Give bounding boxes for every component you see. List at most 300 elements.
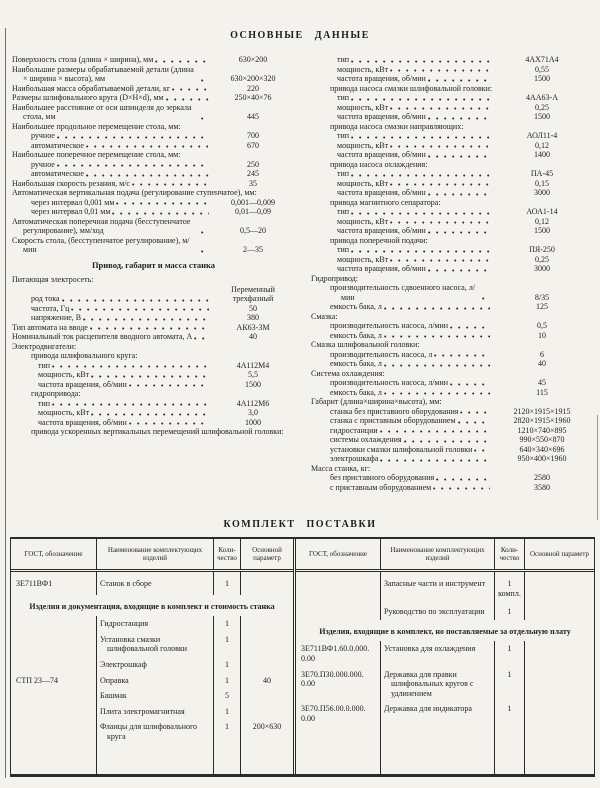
spec-label: станка с приставным оборудованием bbox=[330, 416, 456, 425]
dot-leader bbox=[390, 65, 490, 74]
spec-row bbox=[311, 378, 592, 388]
kit-cell-qty: 1 bbox=[214, 657, 241, 673]
kit-cell-gost: 3Е711ВФ1.60.0.000. 0.00 bbox=[296, 641, 381, 666]
kit-filler-cell bbox=[525, 727, 594, 774]
spec-row bbox=[311, 397, 592, 407]
dot-leader bbox=[57, 132, 209, 141]
kit-cell-name: Гидростанция bbox=[97, 616, 214, 632]
spec-value: 1000 bbox=[245, 417, 261, 427]
kit-cell-qty: 5 bbox=[214, 688, 241, 704]
dot-leader bbox=[57, 160, 209, 169]
spec-label: производительность насоса, л/мин bbox=[330, 321, 449, 330]
spec-row bbox=[12, 408, 295, 418]
kit-cell-name: Державка для индикатора bbox=[381, 701, 495, 726]
kit-cell-param bbox=[241, 657, 293, 673]
spec-value: 0,15 bbox=[535, 178, 549, 188]
spec-label: тип bbox=[337, 55, 350, 64]
dot-leader bbox=[83, 314, 209, 323]
spec-label: ручное bbox=[31, 131, 55, 140]
dot-leader bbox=[380, 426, 490, 435]
spec-value: 5,5 bbox=[248, 370, 258, 379]
kit-filler-cell bbox=[495, 727, 525, 774]
kit-cell-qty: 1 bbox=[214, 673, 241, 689]
dot-leader bbox=[460, 407, 490, 416]
kit-filler-cell bbox=[296, 727, 381, 774]
spec-row bbox=[12, 342, 295, 352]
kit-cell-gost bbox=[11, 632, 97, 657]
kit-section-heading: Изделия и документация, входящие в комплект и стоимость станка bbox=[29, 601, 275, 611]
kit-row bbox=[11, 616, 293, 632]
spec-value: 35 bbox=[249, 178, 257, 188]
kit-cell-name: Установка для охлаждения bbox=[381, 641, 495, 666]
spec-label: частота вращения, об/мин bbox=[38, 417, 127, 427]
spec-label: Наибольшая скорость резания, м/с bbox=[12, 178, 130, 188]
dot-leader bbox=[351, 94, 490, 103]
kit-cell-qty: 1 bbox=[214, 616, 241, 632]
dot-leader bbox=[351, 170, 490, 179]
kit-cell-param bbox=[525, 572, 594, 604]
page-edge-scan-line bbox=[5, 28, 6, 778]
spec-label: Автоматическая вертикальная подача (регулирование ступенчатое), мм: bbox=[12, 188, 257, 197]
dot-leader bbox=[384, 360, 490, 369]
spec-label: Размеры шлифовального круга (D×H×d), мм bbox=[12, 93, 164, 102]
kit-row bbox=[296, 604, 594, 620]
spec-value: 0,001—0,009 bbox=[231, 197, 275, 207]
spec-row bbox=[311, 169, 592, 179]
spec-label: емкость бака, л bbox=[330, 330, 382, 340]
spec-label: частота вращения, об/мин bbox=[337, 264, 426, 273]
spec-section-heading: Привод, габарит и масса станка bbox=[91, 259, 216, 270]
kit-cell-qty: 1 компл. bbox=[495, 572, 525, 604]
spec-row bbox=[311, 122, 592, 132]
spec-label: Автоматическая поперечная подача (бесступенчатое регулирование), мм/ход bbox=[12, 216, 191, 235]
spec-label: тип bbox=[337, 207, 350, 216]
spec-row bbox=[311, 407, 592, 417]
spec-label: частота вращения, об/мин bbox=[38, 379, 127, 389]
kit-cell-param bbox=[241, 688, 293, 704]
dot-leader bbox=[129, 418, 209, 427]
spec-value: 115 bbox=[536, 387, 548, 397]
spec-row bbox=[311, 74, 592, 84]
kit-cell-gost bbox=[11, 616, 97, 632]
spec-label: Наибольшие размеры обрабатываемой детали (длина × ширина × высота), мм bbox=[12, 64, 194, 83]
kit-filler-cell bbox=[381, 727, 495, 774]
spec-value: 700 bbox=[247, 131, 259, 140]
spec-value: АК63-3М bbox=[236, 322, 270, 332]
dot-leader bbox=[436, 474, 490, 483]
spec-label: род тока bbox=[31, 294, 60, 303]
spec-label: частота вращения, об/мин bbox=[337, 188, 426, 197]
spec-row bbox=[311, 416, 592, 426]
dot-leader bbox=[450, 322, 490, 331]
spec-row bbox=[12, 188, 295, 198]
spec-row bbox=[311, 426, 592, 436]
spec-value: 2120×1915×1915 bbox=[513, 406, 571, 416]
spec-row bbox=[12, 93, 295, 103]
dot-leader bbox=[116, 198, 209, 207]
spec-row bbox=[12, 169, 295, 179]
dot-leader bbox=[71, 304, 209, 313]
dot-leader bbox=[91, 371, 209, 380]
kit-cell-param bbox=[525, 641, 594, 666]
kit-row bbox=[11, 657, 293, 673]
spec-label: частота вращения, об/мин bbox=[337, 226, 426, 235]
spec-label: напряжение, В bbox=[31, 313, 82, 322]
spec-label: мощность, кВт bbox=[337, 140, 389, 150]
spec-value: 250 bbox=[247, 159, 259, 169]
spec-value: 3580 bbox=[534, 482, 550, 492]
kit-cell-gost bbox=[296, 572, 381, 604]
spec-value: 1210×740×895 bbox=[517, 425, 567, 435]
spec-row bbox=[12, 160, 295, 170]
page-edge-scan-mark bbox=[597, 415, 598, 520]
dot-leader bbox=[132, 179, 209, 188]
spec-value: ПА-45 bbox=[530, 169, 554, 178]
spec-row bbox=[311, 207, 592, 217]
spec-value: 0,25 bbox=[535, 254, 549, 264]
spec-row bbox=[311, 483, 592, 493]
spec-value: 0,5—20 bbox=[240, 226, 266, 235]
spec-value: 0,5 bbox=[537, 321, 547, 330]
spec-row bbox=[311, 464, 592, 474]
spec-row bbox=[311, 55, 592, 65]
kit-cell-gost: 3Е70.П30.000.000. 0.00 bbox=[296, 667, 381, 702]
spec-label: мощность, кВт bbox=[38, 408, 90, 417]
spec-label: Гидропривод: bbox=[311, 273, 359, 283]
kit-cell-name: Башмак bbox=[97, 688, 214, 704]
spec-row bbox=[311, 84, 592, 94]
kit-table-left-half bbox=[10, 539, 296, 774]
dot-leader bbox=[86, 170, 209, 179]
kit-row bbox=[11, 719, 293, 744]
spec-row bbox=[12, 131, 295, 141]
kit-cell-qty: 1 bbox=[214, 719, 241, 744]
dot-leader bbox=[474, 445, 490, 454]
spec-value: 630×200×320 bbox=[230, 74, 276, 83]
kit-cell-name: Плита электромагнитная bbox=[97, 704, 214, 720]
kit-header-cell: ГОСТ, обозначение bbox=[11, 539, 97, 569]
spec-value: 250×40×76 bbox=[234, 93, 272, 102]
dot-leader bbox=[384, 331, 490, 340]
kit-cell-gost bbox=[11, 704, 97, 720]
dot-leader bbox=[450, 379, 490, 388]
spec-value: 10 bbox=[538, 330, 546, 340]
spec-label: с приставным оборудованием bbox=[330, 482, 432, 492]
dot-leader bbox=[52, 361, 209, 370]
dot-leader bbox=[428, 227, 490, 236]
spec-value: 3000 bbox=[534, 188, 550, 197]
kit-cell-qty: 1 bbox=[495, 701, 525, 726]
spec-label: частота вращения, об/мин bbox=[337, 74, 426, 83]
spec-label: станка без приставного оборудования bbox=[330, 406, 459, 416]
kit-row bbox=[11, 632, 293, 657]
kit-filler-cell bbox=[241, 745, 293, 774]
spec-label: гидропривода: bbox=[31, 389, 81, 398]
dot-leader bbox=[482, 293, 490, 302]
spec-row bbox=[12, 323, 295, 333]
spec-value: АОЛ11-4 bbox=[526, 131, 558, 140]
spec-row bbox=[311, 93, 592, 103]
kit-filler-row bbox=[11, 745, 293, 774]
spec-row bbox=[311, 141, 592, 151]
spec-row bbox=[12, 207, 295, 217]
dot-leader bbox=[86, 141, 209, 150]
spec-value: 445 bbox=[247, 112, 259, 121]
kit-cell-gost: 3Е70.П56.00.0.000. 0.00 bbox=[296, 701, 381, 726]
spec-label: емкость бака, л bbox=[330, 359, 382, 368]
spec-label: Наибольшее продольное перемещение стола, мм: bbox=[12, 121, 181, 131]
spec-value: 1500 bbox=[245, 379, 261, 389]
spec-label: привода насоса смазки направляющих: bbox=[330, 121, 464, 131]
spec-row bbox=[12, 427, 295, 437]
spec-row bbox=[12, 141, 295, 151]
spec-row bbox=[311, 236, 592, 246]
spec-label: Смазка: bbox=[311, 311, 338, 321]
spec-value: 4АХ71А4 bbox=[525, 55, 559, 64]
spec-row bbox=[12, 380, 295, 390]
kit-cell-name: Электрошкаф bbox=[97, 657, 214, 673]
spec-row bbox=[12, 361, 295, 371]
spec-value: 3000 bbox=[534, 264, 550, 273]
dot-leader bbox=[433, 483, 490, 492]
kit-cell-param bbox=[241, 572, 293, 595]
spec-row bbox=[311, 226, 592, 236]
kit-row bbox=[296, 701, 594, 726]
dot-leader bbox=[155, 56, 209, 65]
spec-row bbox=[311, 160, 592, 170]
spec-label: через интервал 0,01 мм bbox=[31, 207, 111, 216]
spec-label: тип bbox=[337, 93, 350, 102]
dot-leader bbox=[201, 75, 209, 84]
dot-leader bbox=[172, 84, 209, 93]
kit-cell-name: Оправка bbox=[97, 673, 214, 689]
spec-value: 4АА63-А bbox=[526, 93, 558, 102]
spec-label: тип bbox=[337, 169, 350, 178]
spec-value: 1500 bbox=[534, 112, 550, 121]
spec-label: мощность, кВт bbox=[337, 102, 389, 112]
spec-row bbox=[311, 340, 592, 350]
spec-label: Скорость стола, (бесступенчатое регулирование), м/мин bbox=[12, 235, 190, 254]
spec-row bbox=[311, 454, 592, 464]
spec-row bbox=[12, 304, 295, 314]
kit-header-row bbox=[296, 539, 594, 572]
spec-row bbox=[311, 302, 592, 312]
kit-cell-gost: 3Е711ВФ1 bbox=[11, 572, 97, 595]
kit-cell-param: 200×630 bbox=[252, 722, 282, 732]
spec-label: тип bbox=[38, 360, 51, 370]
spec-value: 4А112М6 bbox=[236, 398, 270, 408]
spec-value: 1500 bbox=[534, 74, 550, 83]
spec-value: 0,55 bbox=[535, 64, 549, 74]
spec-label: гидростанции bbox=[330, 425, 378, 435]
dot-leader bbox=[201, 113, 209, 122]
spec-value: 125 bbox=[536, 302, 548, 311]
spec-row bbox=[311, 112, 592, 122]
spec-row bbox=[12, 122, 295, 132]
spec-value: 1400 bbox=[534, 150, 550, 159]
spec-value: 40 bbox=[249, 332, 257, 341]
dot-leader bbox=[390, 179, 490, 188]
spec-label: системы охлаждения bbox=[330, 435, 402, 444]
spec-value: 1500 bbox=[534, 226, 550, 235]
dot-leader bbox=[384, 303, 490, 312]
spec-label: производительность насоса, л bbox=[330, 349, 433, 359]
spec-row bbox=[311, 217, 592, 227]
spec-value: 50 bbox=[249, 303, 257, 313]
spec-value: 0,12 bbox=[535, 216, 549, 226]
spec-value: ПЯ-250 bbox=[529, 245, 555, 254]
dot-leader bbox=[52, 399, 209, 408]
spec-row bbox=[12, 399, 295, 409]
spec-row bbox=[311, 359, 592, 369]
kit-table-right-half bbox=[296, 539, 595, 774]
main-data-title: ОСНОВНЫЕ ДАННЫЕ bbox=[230, 30, 370, 41]
spec-label: частота вращения, об/мин bbox=[337, 112, 426, 121]
kit-cell-name: Станок в сборе bbox=[97, 572, 214, 595]
spec-label: Габарит (длина×ширина×высота), мм: bbox=[311, 397, 442, 406]
dot-leader bbox=[129, 380, 209, 389]
spec-row bbox=[311, 388, 592, 398]
spec-row bbox=[12, 285, 295, 304]
spec-row bbox=[12, 55, 295, 65]
spec-label: мощность, кВт bbox=[337, 216, 389, 226]
spec-label: привода поперечной подачи: bbox=[330, 235, 428, 245]
spec-row bbox=[311, 179, 592, 189]
spec-row bbox=[311, 150, 592, 160]
dot-leader bbox=[351, 132, 490, 141]
kit-cell-name: Державка для правки шлифовальных кругов с удлинением bbox=[381, 667, 495, 702]
kit-header-cell: ГОСТ, обозначение bbox=[296, 539, 381, 569]
kit-cell-gost bbox=[11, 657, 97, 673]
spec-row bbox=[311, 350, 592, 360]
kit-header-cell: Основной параметр bbox=[529, 550, 590, 558]
kit-row bbox=[11, 673, 293, 689]
spec-columns bbox=[12, 55, 592, 492]
dot-leader bbox=[390, 255, 490, 264]
dot-leader bbox=[390, 103, 490, 112]
kit-cell-gost: СТП 23—74 bbox=[11, 673, 97, 689]
kit-cell-gost bbox=[296, 604, 381, 620]
kit-cell-gost bbox=[11, 688, 97, 704]
spec-label: через интервал 0,001 мм bbox=[31, 197, 115, 207]
spec-value: 3,0 bbox=[248, 408, 258, 417]
spec-value: 245 bbox=[247, 169, 259, 178]
spec-row bbox=[12, 84, 295, 94]
spec-value: 8/35 bbox=[534, 292, 550, 302]
spec-row bbox=[12, 217, 295, 236]
spec-row bbox=[12, 332, 295, 342]
kit-header-cell: Основной параметр bbox=[252, 546, 282, 562]
dot-leader bbox=[112, 208, 209, 217]
spec-value: Переменный трехфазный bbox=[231, 284, 275, 303]
dot-leader bbox=[404, 436, 490, 445]
spec-label: мощность, кВт bbox=[38, 370, 90, 379]
spec-value: 0,01—0,09 bbox=[235, 207, 271, 216]
kit-header-cell: Наименование комплектующих изделий bbox=[97, 539, 214, 569]
dot-leader bbox=[380, 455, 490, 464]
spec-label: частота вращения, об/мин bbox=[337, 150, 426, 159]
spec-value: 40 bbox=[538, 359, 546, 368]
kit-cell-param bbox=[241, 616, 293, 632]
spec-value: АОА1-14 bbox=[526, 207, 558, 216]
spec-row bbox=[311, 445, 592, 455]
spec-value: 640×340×696 bbox=[519, 444, 565, 454]
spec-label: мощность, кВт bbox=[337, 254, 389, 264]
spec-label: мощность, кВт bbox=[337, 64, 389, 74]
spec-row bbox=[311, 245, 592, 255]
spec-label: Тип автомата на вводе bbox=[12, 322, 88, 332]
spec-row bbox=[311, 473, 592, 483]
spec-row bbox=[12, 418, 295, 428]
kit-cell-param bbox=[241, 704, 293, 720]
dot-leader bbox=[390, 217, 490, 226]
dot-leader bbox=[62, 295, 209, 304]
dot-leader bbox=[390, 141, 490, 150]
spec-value: 220 bbox=[247, 83, 259, 93]
kit-cell-name: Запасные части и инструмент bbox=[381, 572, 495, 604]
spec-label: тип bbox=[337, 245, 350, 254]
kit-table-title: КОМПЛЕКТ ПОСТАВКИ bbox=[223, 519, 377, 530]
dot-leader bbox=[428, 151, 490, 160]
kit-cell-name: Установка смазки шлифовальной головки bbox=[97, 632, 214, 657]
kit-cell-qty: 1 bbox=[214, 704, 241, 720]
spec-row bbox=[12, 179, 295, 189]
spec-row bbox=[12, 351, 295, 361]
spec-row bbox=[12, 236, 295, 255]
dot-leader bbox=[194, 333, 209, 342]
spec-row bbox=[12, 275, 295, 285]
spec-label: автоматическое bbox=[31, 140, 84, 150]
kit-cell-qty: 1 bbox=[495, 604, 525, 620]
spec-row bbox=[311, 321, 592, 331]
spec-label: привода шлифовального круга: bbox=[31, 351, 138, 360]
spec-value: 2—35 bbox=[243, 245, 263, 254]
spec-label: Электродвигатели: bbox=[12, 341, 77, 351]
dot-leader bbox=[351, 246, 490, 255]
spec-label: Смазка шлифовальной головки: bbox=[311, 340, 420, 349]
dot-leader bbox=[434, 350, 490, 359]
kit-header-cell: Коли-чество bbox=[214, 539, 241, 569]
spec-row bbox=[311, 255, 592, 265]
spec-value: 630×200 bbox=[238, 55, 268, 64]
spec-label: привода ускоренных вертикальных перемещений шлифовальной головки: bbox=[31, 427, 284, 436]
kit-cell-qty: 1 bbox=[495, 667, 525, 702]
dot-leader bbox=[90, 323, 209, 332]
spec-label: электрошкафа bbox=[330, 454, 379, 463]
spec-label: Система охлаждения: bbox=[311, 368, 385, 378]
spec-row bbox=[311, 188, 592, 198]
spec-label: привода насоса смазки шлифовальной головки: bbox=[330, 83, 493, 93]
spec-row bbox=[12, 65, 295, 84]
spec-value: 0,12 bbox=[535, 140, 549, 150]
spec-row bbox=[311, 274, 592, 284]
spec-label: Наибольшая масса обрабатываемой детали, кг bbox=[12, 83, 171, 93]
spec-label: Питающая электросеть: bbox=[12, 275, 94, 284]
spec-row bbox=[311, 264, 592, 274]
spec-label: тип bbox=[38, 398, 51, 408]
spec-label: Наибольшее расстояние от оси шпинделя до зеркала стола, мм bbox=[12, 102, 192, 121]
spec-column-right bbox=[311, 55, 592, 492]
dot-leader bbox=[351, 56, 490, 65]
spec-row bbox=[311, 369, 592, 379]
spec-label: производительность сдвоенного насоса, л/мин bbox=[330, 283, 476, 302]
spec-label: без приставного оборудования bbox=[330, 473, 435, 482]
dot-leader bbox=[384, 388, 490, 397]
kit-row bbox=[296, 641, 594, 666]
spec-row bbox=[12, 103, 295, 122]
spec-label: емкость бака, л bbox=[330, 302, 382, 311]
kit-cell-qty: 1 bbox=[214, 632, 241, 657]
